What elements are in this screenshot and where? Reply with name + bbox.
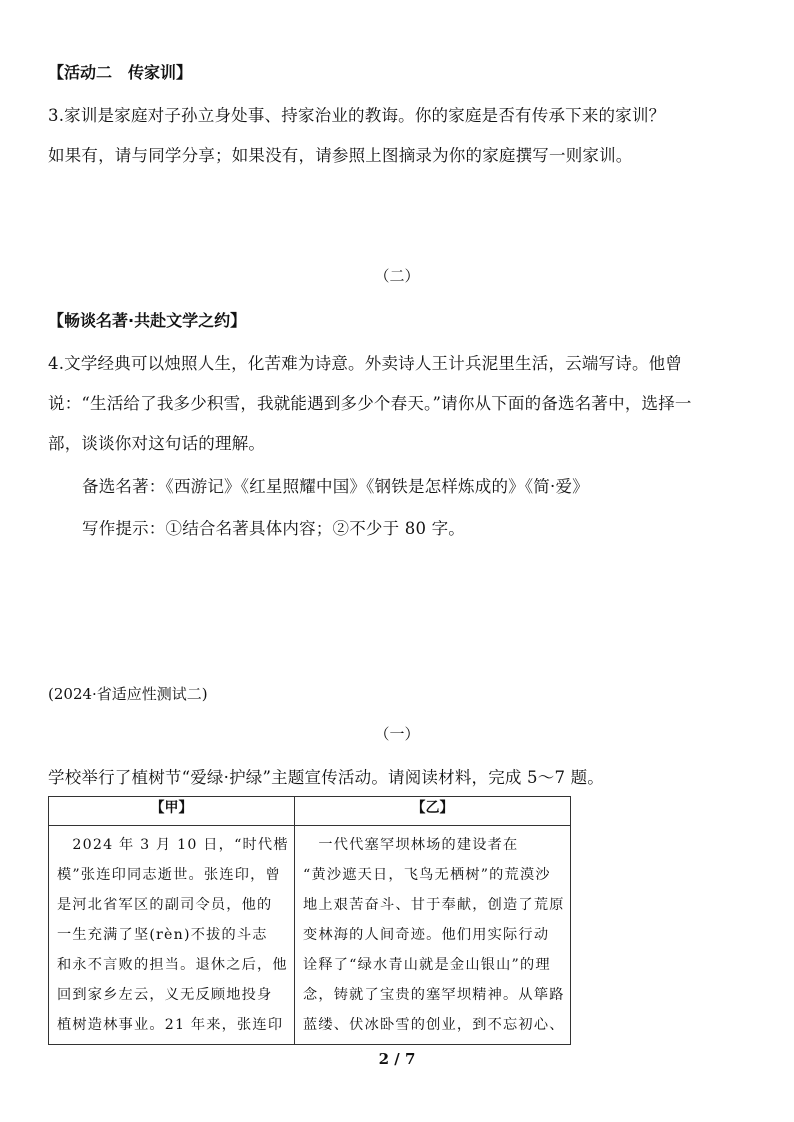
question-3-line-1: 3.家训是家庭对子孙立身处事、持家治业的教诲。你的家庭是否有传承下来的家训？ <box>48 106 666 125</box>
intro-text: 学校举行了植树节“爱绿·护绿”主题宣传活动。请阅读材料，完成 5～7 题。 <box>48 768 605 787</box>
page-number: 2 / 7 <box>378 1050 416 1068</box>
tips-text: ①结合名著具体内容；②不少于 80 字。 <box>165 519 465 538</box>
books-row <box>82 473 589 497</box>
jia-line: 和永不言败的担当。退休之后，他 <box>57 957 288 973</box>
activity2-heading: 【活动二 传家训】 <box>48 63 193 82</box>
jia-line: 2024 年 3 月 10 日，“时代楷 <box>57 837 289 853</box>
yi-line: 念，铸就了宝贵的塞罕坝精神。从筚路 <box>303 987 565 1003</box>
yi-line: 变林海的人间奇迹。他们用实际行动 <box>303 927 550 943</box>
classics-heading: 【畅谈名著·共赴文学之约】 <box>48 311 247 330</box>
yi-line: 一代代塞罕坝林场的建设者在 <box>303 837 519 853</box>
jia-line: 植树造林事业。21 年来，张连印 <box>57 1017 284 1033</box>
section-2-label: （二） <box>374 267 420 285</box>
jia-line: 是河北省军区的副司令员，他的 <box>57 897 273 913</box>
books-list: 《西游记》《红星照耀中国》《钢铁是怎样炼成的》《简·爱》 <box>165 477 589 496</box>
jia-line: 模”张连印同志逝世。张连印，曾 <box>57 867 281 883</box>
material-table <box>48 796 571 1045</box>
yi-line: “黄沙遮天日，飞鸟无栖树”的荒漠沙 <box>303 867 551 883</box>
question-4-line-1: 4.文学经典可以烛照人生，化苦难为诗意。外卖诗人王计兵泥里生活，云端写诗。他曾 <box>48 354 683 373</box>
tips-row <box>82 515 465 539</box>
jia-line: 一生充满了坚(rèn)不拔的斗志 <box>57 927 268 943</box>
question-4-line-3: 部，谈谈你对这句话的理解。 <box>48 434 266 453</box>
jia-cell <box>49 826 295 1045</box>
tips-label: 写作提示： <box>82 519 166 538</box>
yi-line: 蓝缕、伏冰卧雪的创业，到不忘初心、 <box>303 1017 565 1033</box>
source-label: (2024·省适应性测试二) <box>48 685 208 703</box>
yi-cell <box>295 826 571 1045</box>
question-4-line-2: 说：“生活给了我多少积雪，我就能遇到多少个春天。”请你从下面的备选名著中，选择一 <box>48 394 692 413</box>
yi-line: 地上艰苦奋斗、甘于奉献，创造了荒原 <box>303 897 565 913</box>
yi-header: 【乙】 <box>295 797 571 826</box>
jia-line: 回到家乡左云，义无反顾地投身 <box>57 987 273 1003</box>
jia-header: 【甲】 <box>49 797 295 826</box>
books-label: 备选名著： <box>82 477 166 496</box>
question-3-line-2: 如果有，请与同学分享；如果没有，请参照上图摘录为你的家庭撰写一则家训。 <box>48 146 633 165</box>
section-1-label: （一） <box>374 725 420 743</box>
yi-line: 诠释了“绿水青山就是金山银山”的理 <box>303 957 551 973</box>
